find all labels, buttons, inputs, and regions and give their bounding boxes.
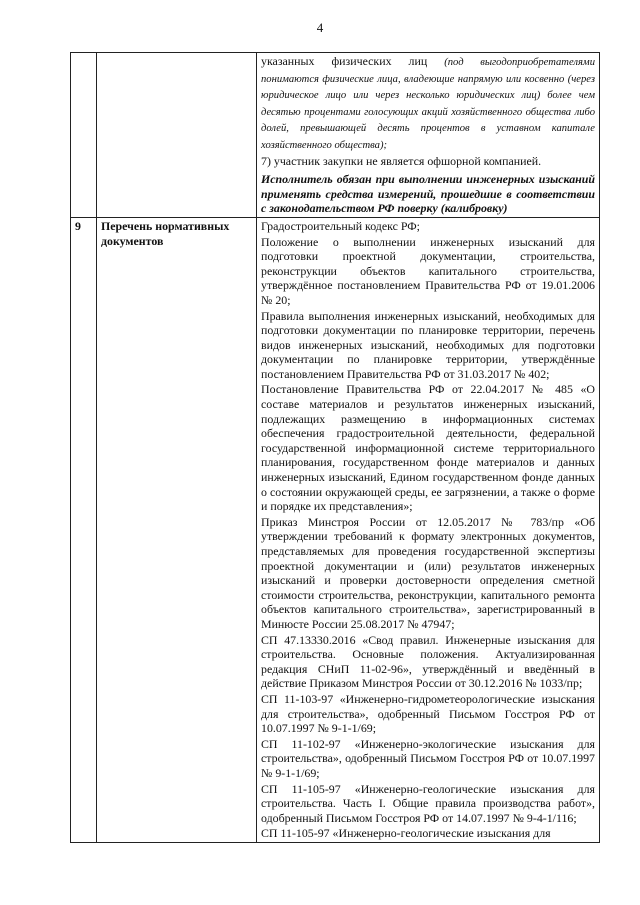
normative-doc-item: СП 11-102-97 «Инженерно-экологические изыскания для строительства», одобренный Письмом Госстроя РФ от 10.07.1997 № 9-1-1/69;: [261, 736, 595, 780]
normative-doc-item: СП 11-105-97 «Инженерно-геологические изыскания для: [261, 826, 551, 841]
normative-doc-item: Правила выполнения инженерных изысканий, необходимых для подготовки документации по планировке территории, перечень видов инженерных изысканий, необходимых для подготовки документации по планировке территории, утверждённые постановлением Правительства РФ от 31.03.2017 № 402;: [261, 308, 595, 381]
page-number: 4: [316, 20, 324, 35]
beneficiaries-italic-note: (под выгодоприобретателями понимаются физические лица, владеющие напрямую или косвенно (через юридическое лицо или через несколько юридических лиц) более чем десятью процентами голосующих акций хозяйственного общества либо долей, превышающей десять процентов в уставном капитале хозяйственного общества);: [261, 57, 595, 151]
normative-doc-item: Положение о выполнении инженерных изысканий для подготовки проектной документации, строительства, реконструкции объектов капитального строительства, утверждённое постановлением Правительства РФ от 19.01.2006 № 20;: [261, 234, 595, 307]
row-number-cell-empty: [71, 53, 97, 218]
normative-doc-item: СП 11-105-97 «Инженерно-геологические изыскания для строительства. Часть I. Общие правила производства работ», одобренный Письмом Госстроя РФ от 14.07.1997 № 9-4-1/116;: [261, 781, 595, 825]
row-label-cell-empty: [97, 53, 257, 218]
normative-doc-item: СП 11-103-97 «Инженерно-гидрометеорологические изыскания для строительства», одобренный Письмом Госстроя РФ от 10.07.1997 № 9-1-1/69;: [261, 691, 595, 736]
normative-doc-item: СП 47.13330.2016 «Свод правил. Инженерные изыскания для строительства. Основные положения. Актуализированная редакция СНиП 11-02-96», утверждённый и введённый в действие Приказом Минстроя России от 30.12.2016 № 1033/пр;: [261, 632, 595, 691]
beneficiaries-lead: указанных физических лиц: [261, 54, 428, 68]
normative-doc-item: Градостроительный кодекс РФ;: [261, 218, 420, 233]
beneficiaries-paragraph: [261, 54, 595, 154]
normative-doc-item: Постановление Правительства РФ от 22.04.2017 № 485 «О составе материалов и результатов инженерных изысканий, подлежащих размещению в информационных системах обеспечения градостроительной деятельности, федеральной государственной информационной системе территориального планирования, государственном фонде материалов и данных инженерных изысканий, Едином государственном фонде данных о состоянии окружающей среды, ее загрязнении, а также о форме и порядке их представления»;: [261, 382, 595, 514]
table-row-9: [71, 217, 600, 842]
row-label: Перечень нормативных документов: [97, 217, 257, 842]
measurement-instruments-paragraph: Исполнитель обязан при выполнении инженерных изысканий применять средства измерений, прошедшие в соответствии с законодательством РФ поверку (калибровку): [261, 172, 595, 216]
offshore-paragraph: 7) участник закупки не является офшорной компанией.: [261, 153, 542, 168]
row-number: 9: [71, 217, 97, 842]
row-content-cell: [257, 53, 600, 218]
normative-documents-cell: [257, 217, 600, 842]
normative-doc-item: Приказ Минстроя России от 12.05.2017 № 783/пр «Об утверждении требований к формату электронных документов, представляемых для проведения государственной экспертизы проектной документации и (или) результатов инженерных изысканий и проверки достоверности определения сметной стоимости строительства, реконструкции, капитального ремонта объектов капитального строительства», зарегистрированный в Минюсте России 25.08.2017 № 47947;: [261, 514, 595, 631]
requirements-table: [70, 52, 600, 843]
table-row-continued: [71, 53, 600, 218]
